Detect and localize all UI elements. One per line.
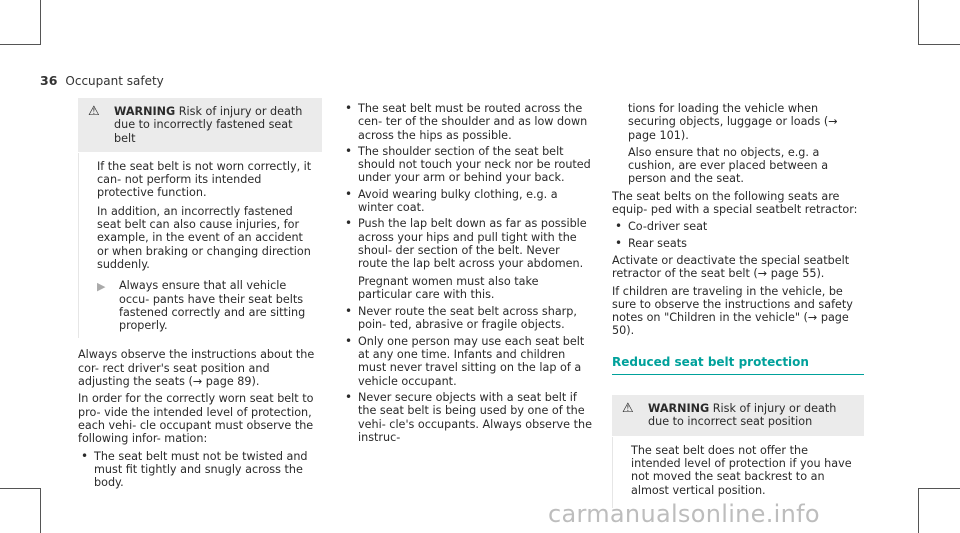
bullet-list xyxy=(342,102,592,271)
list-item: • Co-driver seat xyxy=(612,220,864,233)
watermark: carmanualsonline.info xyxy=(548,500,820,528)
crop-mark xyxy=(918,44,960,45)
list-item: • Only one person may use each seat belt at any one time. Infants and children must never travel sitting on the lap of a vehicle occupant. xyxy=(342,335,592,388)
warning-box xyxy=(612,395,864,508)
warning-header xyxy=(78,98,322,153)
bullet-list xyxy=(78,450,322,490)
warning-paragraph: If the seat belt is not worn correctly, it can- not perform its intended protective function. xyxy=(97,159,312,200)
warning-paragraph: The seat belt does not offer the intended level of protection if you have not moved the seat backrest to an almost vertical position. xyxy=(631,443,852,497)
list-item: • The seat belt must be routed across the cen- ter of the shoulder and as low down across the hips as possible. xyxy=(342,102,592,142)
list-item: • The shoulder section of the seat belt should not touch your neck nor be routed under your arm or behind your back. xyxy=(342,145,592,185)
continued-text: tions for loading the vehicle when securing objects, luggage or loads (→ page 101). xyxy=(628,102,838,142)
arrow-right-icon: ▶ xyxy=(97,280,106,294)
list-item: • Never route the seat belt across sharp, poin- ted, abrasive or fragile objects. xyxy=(342,305,592,332)
warning-note-text: Always ensure that all vehicle occu- pants have their seat belts fastened correctly and are sitting properly. xyxy=(119,279,306,333)
section-name: Occupant safety xyxy=(65,74,164,88)
column-2 xyxy=(342,102,592,448)
column-3 xyxy=(612,102,864,508)
list-item: • Rear seats xyxy=(612,237,864,250)
bullet-list xyxy=(342,305,592,444)
warning-note xyxy=(97,279,312,332)
crop-mark xyxy=(0,44,41,45)
page-header xyxy=(40,73,164,88)
list-item: • Avoid wearing bulky clothing, e.g. a winter coat. xyxy=(342,188,592,215)
crop-mark xyxy=(918,488,960,489)
crop-mark xyxy=(40,0,41,45)
paragraph: The seat belts on the following seats are equip- ped with a special seatbelt retractor: xyxy=(612,189,858,217)
bullet-list xyxy=(612,220,864,250)
list-item: • The seat belt must not be twisted and must fit tightly and snugly across the body. xyxy=(78,450,322,490)
warning-triangle-icon: ⚠ xyxy=(622,401,634,417)
crop-mark xyxy=(40,488,41,533)
warning-label: WARNING xyxy=(114,105,176,118)
warning-paragraph: In addition, an incorrectly fastened seat belt can also cause injuries, for example, in the event of an accident or when braking or changing direction suddenly. xyxy=(97,204,311,271)
warning-title: Risk of injury or death due to incorrectly fastened seat belt xyxy=(114,105,303,145)
warning-body xyxy=(78,153,322,339)
warning-title: Risk of injury or death due to incorrect seat position xyxy=(648,402,837,429)
crop-mark xyxy=(918,0,919,45)
warning-triangle-icon: ⚠ xyxy=(88,104,100,119)
crop-mark xyxy=(918,488,919,533)
paragraph: Activate or deactivate the special seatbelt retractor of the seat belt (→ page 55). xyxy=(612,253,850,281)
sub-paragraph: Pregnant women must also take particular care with this. xyxy=(358,274,539,301)
list-item: • Never secure objects with a seat belt if the seat belt is being used by one of the vehi- cle's occupants. Always observe the instruc- xyxy=(342,391,592,444)
section-title: Reduced seat belt protection xyxy=(612,356,864,375)
warning-body xyxy=(612,437,864,508)
paragraph: Always observe the instructions about the cor- rect driver's seat position and adjusting the seats (→ page 89). xyxy=(78,348,315,389)
column-1 xyxy=(78,98,322,493)
paragraph: In order for the correctly worn seat belt to pro- vide the intended level of protection, each vehi- cle occupant must observe the following infor- mation: xyxy=(78,392,314,446)
list-item: • Push the lap belt down as far as possible across your hips and pull tight with the shoul- der section of the belt. Never route the lap belt across your abdomen. xyxy=(342,217,592,270)
paragraph: If children are traveling in the vehicle, be sure to observe the instructions and safety notes on "Children in the vehicle" (→ page 50). xyxy=(612,284,853,338)
warning-box xyxy=(78,98,322,338)
crop-mark xyxy=(0,488,41,489)
warning-header xyxy=(612,395,864,437)
page-number: 36 xyxy=(40,73,58,88)
continued-text: Also ensure that no objects, e.g. a cushion, are ever placed between a person and the seat. xyxy=(628,145,829,186)
warning-label: WARNING xyxy=(648,402,710,416)
